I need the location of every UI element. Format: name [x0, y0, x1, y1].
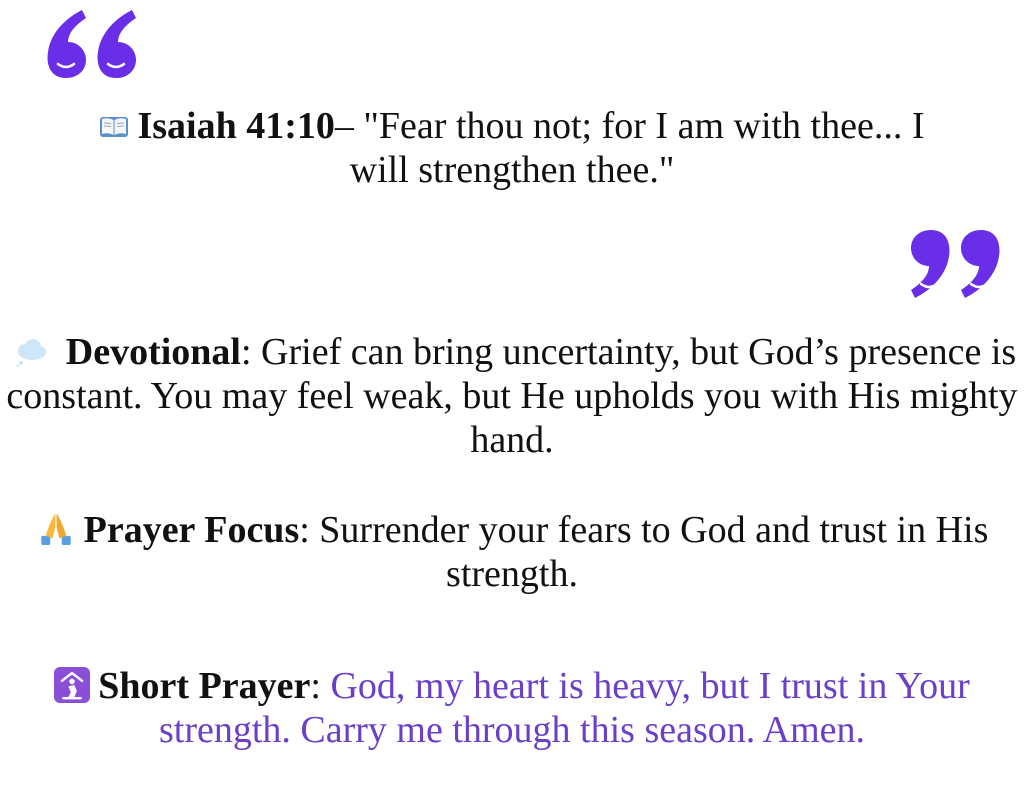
verse-paragraph	[0, 104, 1024, 192]
prayer-focus-separator: :	[299, 509, 310, 551]
prayer-focus-paragraph	[0, 508, 1024, 596]
devotional-paragraph	[0, 330, 1024, 462]
short-prayer-paragraph	[0, 664, 1024, 752]
devotional-separator: :	[240, 331, 252, 373]
short-prayer-text: God, my heart is heavy, but I trust in Your strength. Carry me through this season. Amen.	[158, 665, 970, 751]
prayer-focus-text: Surrender your fears to God and trust in His strength.	[309, 509, 989, 595]
short-prayer-separator: :	[310, 665, 331, 707]
prayer-focus-label: Prayer Focus	[83, 509, 300, 551]
verse-text: – "Fear thou not; for I am with thee... I will strengthen thee."	[334, 105, 925, 191]
devotional-text: Grief can bring uncertainty, but God’s presence is constant. You may feel weak, but He upholds you with His mighty hand.	[6, 331, 1018, 461]
thought-bubble-icon	[8, 337, 54, 367]
praying-hands-icon	[36, 511, 76, 545]
place-of-worship-icon	[54, 667, 90, 703]
verse-reference: Isaiah 41:10	[137, 105, 335, 147]
short-prayer-label: Short Prayer	[98, 665, 311, 707]
open-quote-icon	[44, 2, 144, 82]
open-book-icon	[99, 111, 129, 141]
devotional-label: Devotional	[65, 331, 241, 373]
close-quote-icon	[905, 226, 1005, 306]
